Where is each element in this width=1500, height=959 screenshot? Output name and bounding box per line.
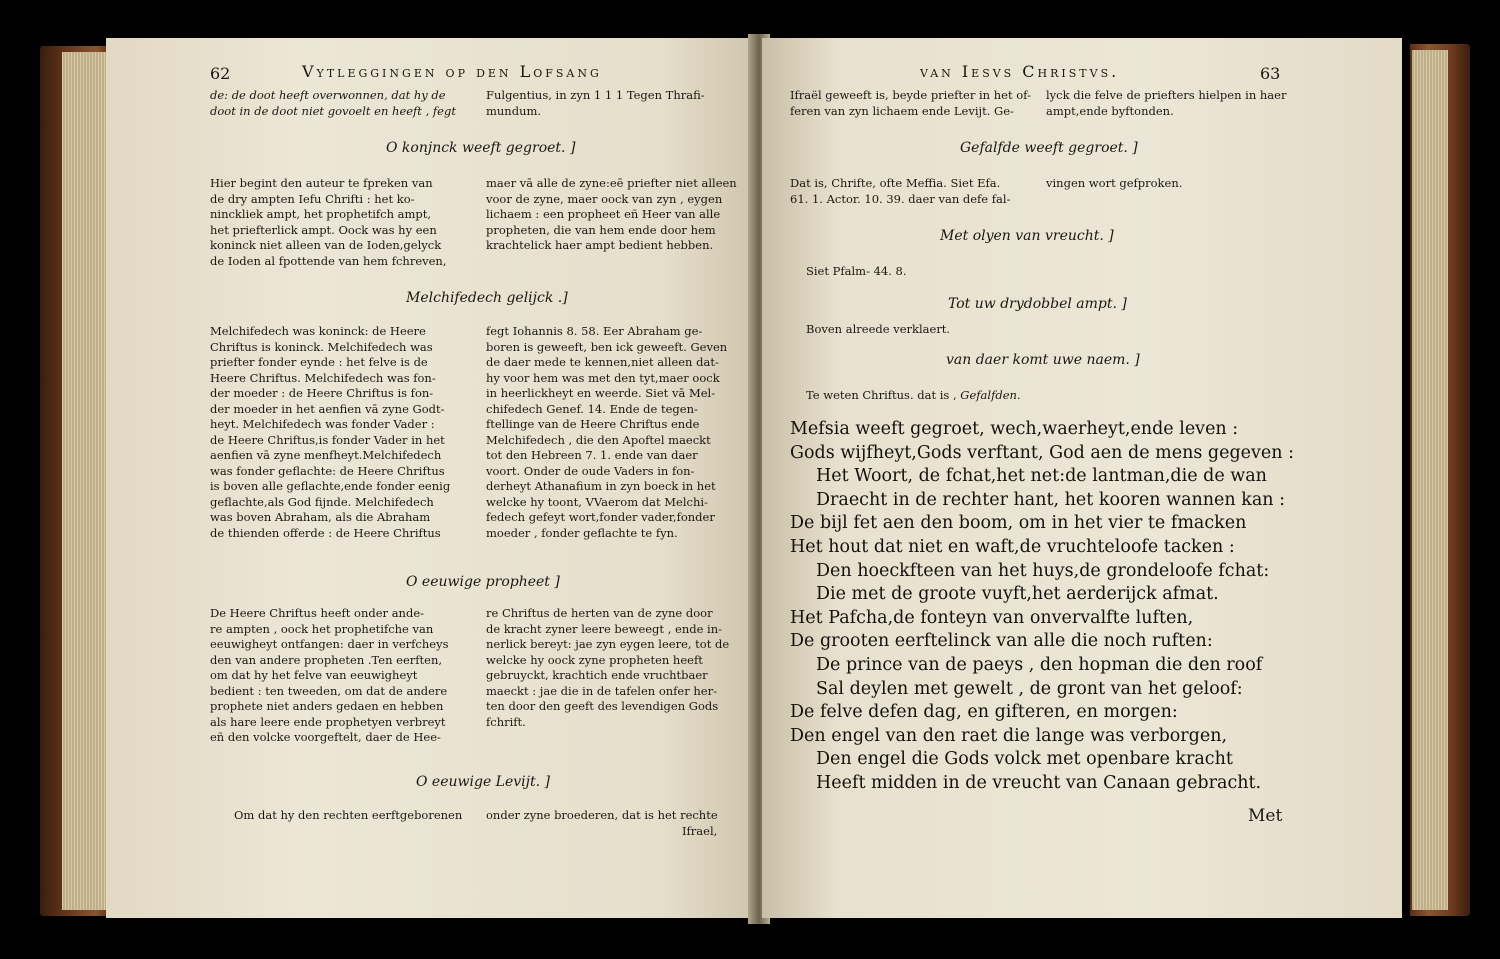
poem-line: Heeft midden in de vreucht van Canaan gebracht.	[816, 772, 1262, 793]
text-line: fegt Iohannis 8. 58. Eer Abraham ge-	[486, 324, 703, 338]
text-line: Hier begint den auteur te fpreken van	[210, 176, 433, 190]
text-line: Chriftus is koninck. Melchifedech was	[210, 339, 433, 354]
section-heading: O eeuwige propheet ]	[406, 574, 560, 590]
text-line: was fonder geflachte: de Heere Chriftus	[210, 463, 445, 478]
text-line: Fulgentius, in zyn 1 1 1 Tegen Thrafi-	[486, 88, 705, 102]
text-line: prophete niet anders gedaen en hebben	[210, 699, 444, 713]
text-line: koninck niet alleen van de Ioden,gelyck	[210, 238, 442, 252]
text-line: Melchifedech was koninck: de Heere	[210, 324, 426, 338]
text-line: de dry ampten Iefu Chrifti : het ko-	[210, 191, 415, 206]
catchword: Met	[1248, 806, 1283, 826]
text-line: priefter fonder eynde : het felve is de	[210, 355, 428, 369]
text-line: onder zyne broederen, dat is het rechte	[486, 808, 718, 822]
text-line: krachtelick haer ampt bedient hebben.	[486, 238, 714, 252]
text-line: maeckt : jae die in de tafelen onfer her-	[486, 683, 717, 698]
poem-line: Mefsia weeft gegroet, wech,waerheyt,ende leven :	[790, 419, 1239, 439]
section-heading: Melchifedech gelijck .]	[406, 290, 568, 306]
poem	[790, 418, 1294, 796]
text-line: gebruyckt, krachtich ende vruchtbaer	[486, 668, 708, 682]
poem-line: Den hoeckfteen van het huys,de grondeloofe fchat:	[816, 560, 1270, 581]
poem-line: Sal deylen met gewelt , de gront van het geloof:	[816, 678, 1243, 699]
text-line: fchrift.	[486, 714, 526, 729]
text-line: boren is geweeft, ben ick geweeft. Geven	[486, 339, 728, 354]
text-line: Ifraël geweeft is, beyde priefter in het of-	[790, 88, 1031, 102]
text-line: heyt. Melchifedech was fonder Vader :	[210, 417, 435, 431]
text-line: in heerlickheyt en weerde. Siet vā Mel-	[486, 386, 716, 400]
text-line: ten door den geeft des levendigen Gods	[486, 699, 719, 713]
text-line: der moeder : de Heere Chriftus is fon-	[210, 386, 434, 400]
text-line: Melchifedech , die den Apoftel maeckt	[486, 432, 711, 447]
text-segment: Te weten Chriftus. dat is ,	[806, 388, 957, 402]
text-segment-italic: Gefalfden.	[960, 388, 1021, 402]
text-line: de Ioden al fpottende van hem fchreven,	[210, 253, 447, 268]
section-heading: Gefalfde weeft gegroet. ]	[960, 140, 1138, 156]
intro-left-column	[790, 88, 1031, 119]
para4-right-column	[486, 808, 718, 839]
poem-line: De grooten eerftelinck van alle die noch ruften:	[790, 631, 1213, 652]
text-line: de: de doot heeft overwonnen, dat hy de	[210, 88, 446, 102]
running-head: van Iesvs Christvs.	[920, 62, 1120, 81]
para1-right-column	[1046, 176, 1182, 192]
page-edges-right	[1412, 50, 1448, 910]
text-line: de kracht zyner leere beweegt , ende in-	[486, 621, 723, 636]
section-heading: Met olyen van vreucht. ]	[940, 228, 1114, 244]
text-line: de Heere Chriftus,is fonder Vader in het	[210, 432, 445, 447]
text-line: welcke hy toont, VVaerom dat Melchi-	[486, 494, 708, 509]
text-line: moeder , fonder geflachte te fyn.	[486, 525, 678, 540]
text-line: eñ den volcke voorgeftelt, daer de Hee-	[210, 730, 441, 744]
text-line: 61. 1. Actor. 10. 39. daer van defe fal-	[790, 191, 1011, 206]
para2-left-column	[210, 324, 450, 541]
text-line: de thienden offerde : de Heere Chriftus	[210, 525, 441, 540]
text-line: fedech gefeyt wort,fonder vader,fonder	[486, 510, 715, 524]
text-line: lyck die felve de priefters hielpen in haer	[1046, 88, 1287, 102]
text-line: ftellinge van de Heere Chriftus ende	[486, 417, 700, 431]
section-heading: van daer komt uwe naem. ]	[946, 352, 1140, 368]
text-line: maer vā alle de zyne:eē priefter niet alleen	[486, 176, 737, 190]
poem-line: De prince van de paeys , den hopman die den roof	[816, 654, 1263, 675]
section-heading: O konjnck weeft gegroet. ]	[386, 140, 576, 156]
text-line: re Chriftus de herten van de zyne door	[486, 606, 713, 620]
text-line: derheyt Athanafium in zyn boeck in het	[486, 479, 716, 493]
text-line: bedient : ten tweeden, om dat de andere	[210, 683, 448, 698]
text-line: voort. Onder de oude Vaders in fon-	[486, 463, 695, 478]
text-line: de daer mede te kennen,niet alleen dat-	[486, 355, 719, 369]
section-heading: O eeuwige Levijt. ]	[416, 774, 550, 790]
para3: Boven alreede verklaert.	[806, 322, 951, 336]
text-line: voor de zyne, maer oock van zyn , eygen	[486, 191, 723, 206]
poem-line: Die met de groote vuyft,het aerderijck afmat.	[816, 584, 1219, 605]
para4-left-column	[234, 808, 462, 824]
section-heading: Tot uw drydobbel ampt. ]	[948, 296, 1127, 312]
text-line: doot in de doot niet govoelt en heeft , fegt	[210, 103, 456, 118]
para4	[806, 388, 1021, 404]
text-line: het priefterlick ampt. Oock was hy een	[210, 222, 437, 237]
left-page	[106, 38, 756, 918]
right-page	[762, 38, 1402, 918]
poem-line: De felve defen dag, en gifteren, en morgen:	[790, 702, 1178, 723]
text-line: nerlick bereyt: jae zyn eygen leere, tot de	[486, 637, 730, 651]
text-line: lichaem : een propheet eñ Heer van alle	[486, 207, 721, 221]
para2: Siet Pfalm- 44. 8.	[806, 264, 907, 278]
text-line: vingen wort gefproken.	[1046, 176, 1183, 190]
text-line: ampt,ende byftonden.	[1046, 103, 1174, 118]
poem-line: Den engel van den raet die lange was verborgen,	[790, 725, 1228, 746]
text-line: propheten, die van hem ende door hem	[486, 222, 716, 237]
page-number: 62	[210, 64, 231, 83]
text-line: was boven Abraham, als die Abraham	[210, 510, 431, 524]
running-head: Vytleggingen op den Lofsang	[302, 62, 602, 81]
page-edges-left	[62, 52, 110, 910]
text-line: re ampten , oock het prophetifche van	[210, 621, 434, 636]
para3-left-column	[210, 606, 449, 746]
text-line: als hare leere ende prophetyen verbreyt	[210, 714, 446, 729]
text-line: De Heere Chriftus heeft onder ande-	[210, 606, 425, 620]
text-line: aenfien vā zyne menfheyt.Melchifedech	[210, 448, 442, 462]
text-line: hy voor hem was met den tyt,maer oock	[486, 370, 720, 385]
poem-line: Het Pafcha,de fonteyn van onvervalfte luften,	[790, 607, 1194, 628]
para3-right-column	[486, 606, 729, 730]
intro-left-column	[210, 88, 456, 119]
poem-line: De bijl fet aen den boom, om in het vier te fmacken	[790, 513, 1247, 534]
text-line: om dat hy het felve van eeuwigheyt	[210, 668, 418, 682]
text-line: welcke hy oock zyne propheten heeft	[486, 652, 703, 667]
text-line: den van andere propheten .Ten eerften,	[210, 652, 443, 667]
intro-right-column	[486, 88, 705, 119]
text-line: Heere Chriftus. Melchifedech was fon-	[210, 370, 436, 385]
open-book	[40, 34, 1470, 924]
text-line: der moeder in het aenfien vā zyne Godt-	[210, 401, 445, 416]
text-line: Dat is, Chrifte, ofte Meffia. Siet Efa.	[790, 176, 1001, 190]
para1-left-column	[210, 176, 447, 269]
text-line: chifedech Genef. 14. Ende de tegen-	[486, 401, 698, 416]
text-line: ninckliek ampt, het prophetifch ampt,	[210, 207, 432, 221]
poem-line: Den engel die Gods volck met openbare kracht	[816, 749, 1233, 770]
poem-line: Gods wijfheyt,Gods verftant, God aen de mens gegeven :	[790, 442, 1294, 463]
text-line: is boven alle geflachte,ende fonder eenig	[210, 479, 451, 493]
poem-line: Het hout dat niet en waft,de vruchteloofe tacken :	[790, 536, 1235, 557]
catchword: Ifrael,	[682, 823, 718, 838]
intro-right-column	[1046, 88, 1286, 119]
text-line: eeuwigheyt ontfangen: daer in verfcheys	[210, 637, 449, 651]
text-line: feren van zyn lichaem ende Levijt. Ge-	[790, 103, 1014, 118]
text-line: Om dat hy den rechten eerftgeborenen	[234, 808, 463, 822]
text-line: geflachte,als God fijnde. Melchifedech	[210, 494, 434, 509]
para1-right-column	[486, 176, 737, 254]
poem-line: Draecht in de rechter hant, het kooren wannen kan :	[816, 489, 1286, 510]
page-number: 63	[1260, 64, 1281, 83]
text-line: mundum.	[486, 103, 542, 118]
poem-line: Het Woort, de fchat,het net:de lantman,die de wan	[816, 466, 1267, 487]
para2-right-column	[486, 324, 727, 541]
para1-left-column	[790, 176, 1010, 207]
text-line: tot den Hebreen 7. 1. ende van daer	[486, 448, 698, 462]
